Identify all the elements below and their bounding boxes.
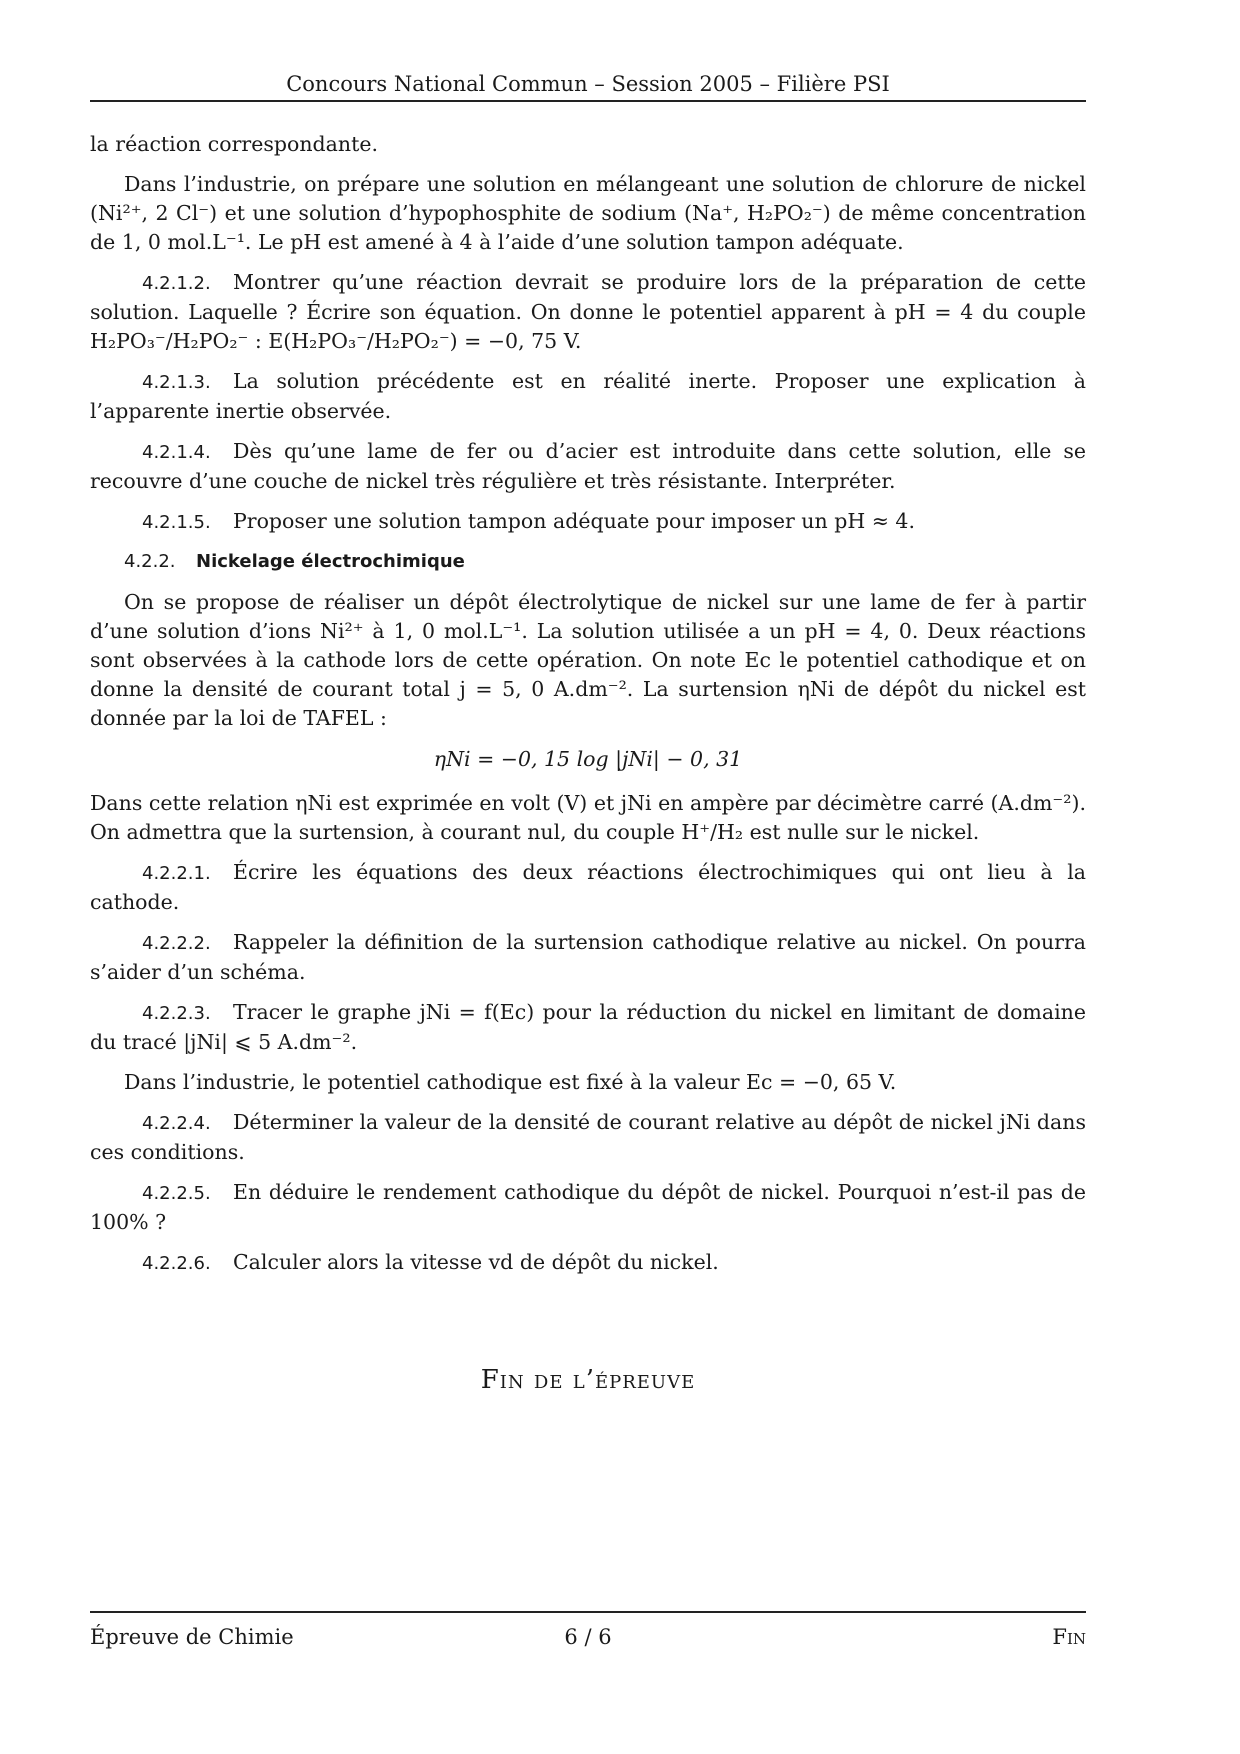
question-4-2-1-2: [90, 268, 1086, 356]
question-number: 4.2.2.3.: [142, 1003, 211, 1024]
question-4-2-2-1: [90, 858, 1086, 917]
question-number: 4.2.2.4.: [142, 1113, 211, 1134]
question-text: Déterminer la valeur de la densité de courant relative au dépôt de nickel jNi dans ces conditions.: [90, 1110, 1086, 1164]
question-text: Rappeler la définition de la surtension cathodique relative au nickel. On pourra s’aider d’un schéma.: [90, 930, 1086, 984]
footer-subject: Épreuve de Chimie: [90, 1625, 294, 1649]
question-number: 4.2.2.2.: [142, 933, 211, 954]
question-text: Tracer le graphe jNi = f(Ec) pour la réduction du nickel en limitant de domaine du tracé |jNi| ⩽ 5 A.dm⁻².: [90, 1000, 1086, 1054]
question-text: La solution précédente est en réalité inerte. Proposer une explication à l’apparente inertie observée.: [90, 369, 1086, 423]
question-4-2-2-4: [90, 1108, 1086, 1167]
question-text: Écrire les équations des deux réactions électrochimiques qui ont lieu à la cathode.: [90, 860, 1086, 914]
paragraph-nickelage: On se propose de réaliser un dépôt électrolytique de nickel sur une lame de fer à partir d’une solution d’ions Ni²⁺ à 1, 0 mol.L⁻¹. La solution utilisée a un pH = 4, 0. Deux réactions sont observées à la cathode lors de cette opération. On note Ec le potentiel cathodique et on donne la densité de courant total j = 5, 0 A.dm⁻². La surtension ηNi de dépôt du nickel est donnée par la loi de TAFEL :: [90, 590, 1086, 730]
page-body: [90, 130, 1086, 1289]
question-number: 4.2.1.4.: [142, 442, 211, 463]
section-title: Nickelage électrochimique: [196, 551, 465, 572]
question-4-2-2-2: [90, 928, 1086, 987]
question-number: 4.2.1.5.: [142, 512, 211, 533]
question-number: 4.2.2.1.: [142, 863, 211, 884]
exam-page: [90, 0, 1086, 1754]
question-number: 4.2.1.3.: [142, 372, 211, 393]
page-header: Concours National Commun – Session 2005 – Filière PSI: [286, 72, 890, 96]
end-of-exam-title: Fin de l’épreuve: [480, 1365, 696, 1395]
question-4-2-1-5: [90, 507, 1086, 537]
question-text: Proposer une solution tampon adéquate pour imposer un pH ≈ 4.: [233, 509, 915, 533]
header-rule: [90, 100, 1086, 102]
question-text: En déduire le rendement cathodique du dépôt de nickel. Pourquoi n’est-il pas de 100% ?: [90, 1180, 1086, 1234]
question-4-2-1-4: [90, 437, 1086, 496]
footer-rule: [90, 1611, 1086, 1613]
question-4-2-1-3: [90, 367, 1086, 426]
question-text: Calculer alors la vitesse vd de dépôt du nickel.: [233, 1250, 719, 1274]
question-number: 4.2.1.2.: [142, 273, 211, 294]
footer-page-number: 6 / 6: [564, 1625, 612, 1649]
section-number: 4.2.2.: [124, 551, 176, 572]
footer-end-label: Fin: [1052, 1625, 1086, 1649]
question-number: 4.2.2.6.: [142, 1253, 211, 1274]
question-4-2-2-3: [90, 998, 1086, 1057]
paragraph-relation: Dans cette relation ηNi est exprimée en volt (V) et jNi en ampère par décimètre carré (A.dm⁻²). On admettra que la surtension, à courant nul, du couple H⁺/H₂ est nulle sur le nickel.: [90, 791, 1086, 844]
section-heading-4-2-2: [124, 551, 1086, 572]
question-4-2-2-6: [90, 1248, 1086, 1278]
question-text: Dès qu’une lame de fer ou d’acier est introduite dans cette solution, elle se recouvre d’une couche de nickel très régulière et très résistante. Interpréter.: [90, 439, 1086, 493]
paragraph-intro: la réaction correspondante.: [90, 132, 378, 156]
question-number: 4.2.2.5.: [142, 1183, 211, 1204]
paragraph-industry: Dans l’industrie, on prépare une solution en mélangeant une solution de chlorure de nickel (Ni²⁺, 2 Cl⁻) et une solution d’hypophosphite de sodium (Na⁺, H₂PO₂⁻) de même concentration de 1, 0 mol.L⁻¹. Le pH est amené à 4 à l’aide d’une solution tampon adéquate.: [90, 172, 1086, 254]
question-4-2-2-5: [90, 1178, 1086, 1237]
tafel-equation: ηNi = −0, 15 log |jNi| − 0, 31: [433, 747, 743, 771]
question-text: Montrer qu’une réaction devrait se produire lors de la préparation de cette solution. Laquelle ? Écrire son équation. On donne le potentiel apparent à pH = 4 du couple H₂PO₃⁻/H₂PO₂⁻ : E(H₂PO₃⁻/H₂PO₂⁻) = −0, 75 V.: [90, 270, 1086, 353]
paragraph-cathode-potential: Dans l’industrie, le potentiel cathodique est fixé à la valeur Ec = −0, 65 V.: [124, 1070, 897, 1094]
